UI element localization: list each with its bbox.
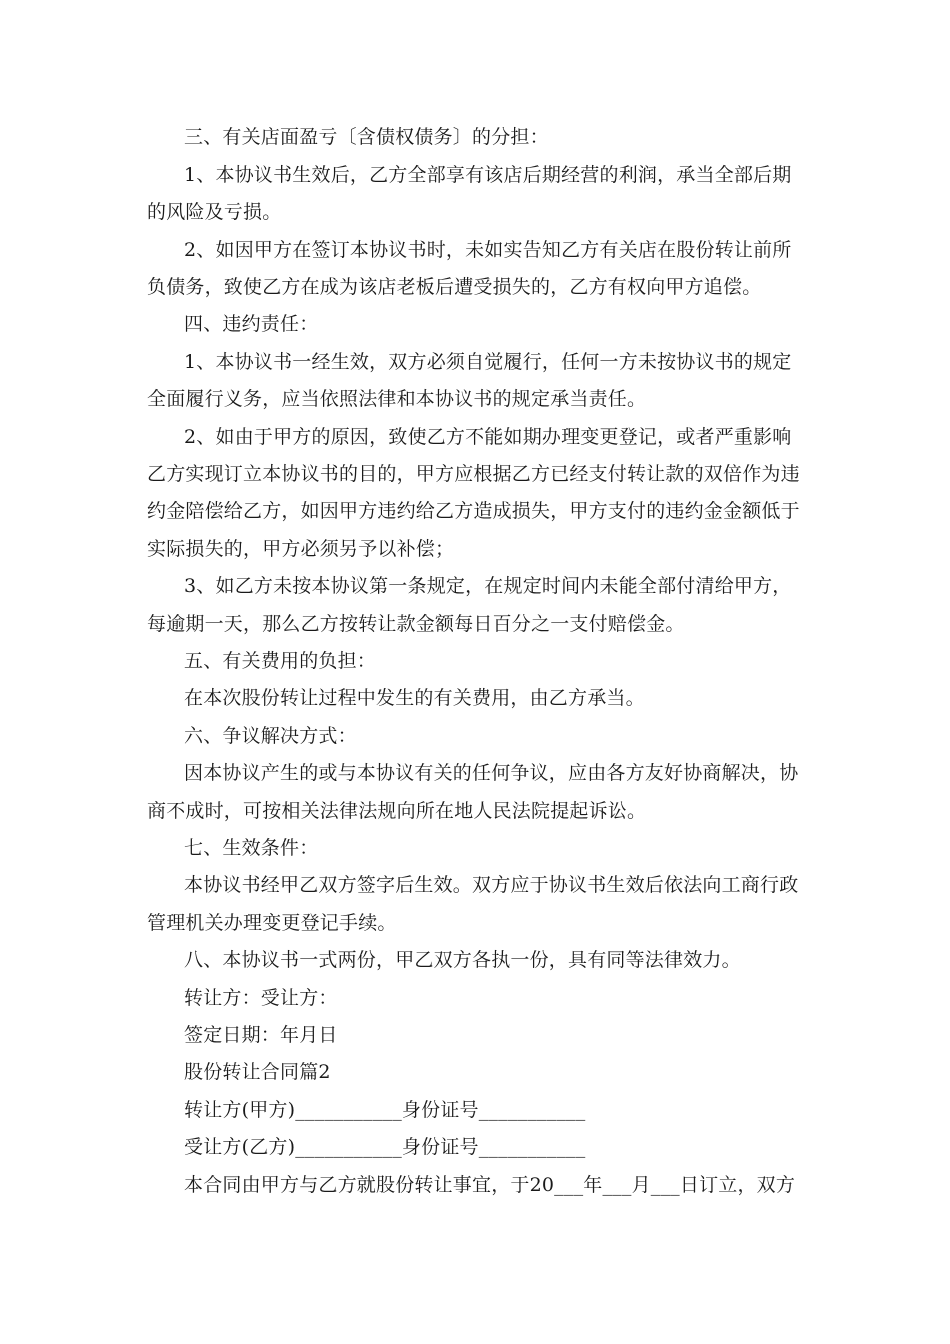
section-heading: 五、有关费用的负担： [184,650,377,672]
paragraph-line: 1、本协议书一经生效，双方必须自觉履行，任何一方未按协议书的规定 [184,351,792,373]
paragraph-line: 在本次股份转让过程中发生的有关费用，由乙方承当。 [184,687,645,709]
paragraph-line: 实际损失的，甲方必须另予以补偿； [147,538,455,560]
paragraph-line: 八、本协议书一式两份，甲乙双方各执一份，具有同等法律效力。 [184,949,741,971]
paragraph-line: 本合同由甲方与乙方就股份转让事宜，于20___年___月___日订立，双方 [184,1174,796,1196]
contract-title: 股份转让合同篇2 [184,1061,331,1083]
paragraph-line: 乙方实现订立本协议书的目的，甲方应根据乙方已经支付转让款的双倍作为违 [147,463,800,485]
paragraph-line: 3、如乙方未按本协议第一条规定，在规定时间内未能全部付清给甲方， [184,575,792,597]
signature-line: 转让方：受让方： [184,987,338,1009]
paragraph-line: 1、本协议书生效后，乙方全部享有该店后期经营的利润，承当全部后期 [184,164,792,186]
paragraph-line: 每逾期一天，那么乙方按转让款金额每日百分之一支付赔偿金。 [147,613,685,635]
paragraph-line: 2、如因甲方在签订本协议书时，未如实告知乙方有关店在股份转让前所 [184,239,792,261]
paragraph-line: 约金陪偿给乙方，如因甲方违约给乙方造成损失，甲方支付的违约金金额低于 [147,500,800,522]
transferee-line: 受让方(乙方)___________身份证号___________ [184,1136,586,1158]
section-heading: 六、争议解决方式： [184,725,357,747]
paragraph-line: 管理机关办理变更登记手续。 [147,912,397,934]
paragraph-line: 全面履行义务，应当依照法律和本协议书的规定承当责任。 [147,388,647,410]
section-heading: 四、违约责任： [184,313,319,335]
paragraph-line: 因本协议产生的或与本协议有关的任何争议，应由各方友好协商解决，协 [184,762,799,784]
paragraph-line: 2、如由于甲方的原因，致使乙方不能如期办理变更登记，或者严重影响 [184,426,792,448]
paragraph-line: 负债务，致使乙方在成为该店老板后遭受损失的，乙方有权向甲方追偿。 [147,276,762,298]
signing-date-line: 签定日期：年月日 [184,1024,338,1046]
section-heading: 三、有关店面盈亏〔含债权债务〕的分担： [184,126,549,148]
section-heading: 七、生效条件： [184,837,319,859]
paragraph-line: 商不成时，可按相关法律法规向所在地人民法院提起诉讼。 [147,800,647,822]
paragraph-line: 本协议书经甲乙双方签字后生效。双方应于协议书生效后依法向工商行政 [184,874,799,896]
transferor-line: 转让方(甲方)___________身份证号___________ [184,1099,586,1121]
paragraph-line: 的风险及亏损。 [147,201,282,223]
